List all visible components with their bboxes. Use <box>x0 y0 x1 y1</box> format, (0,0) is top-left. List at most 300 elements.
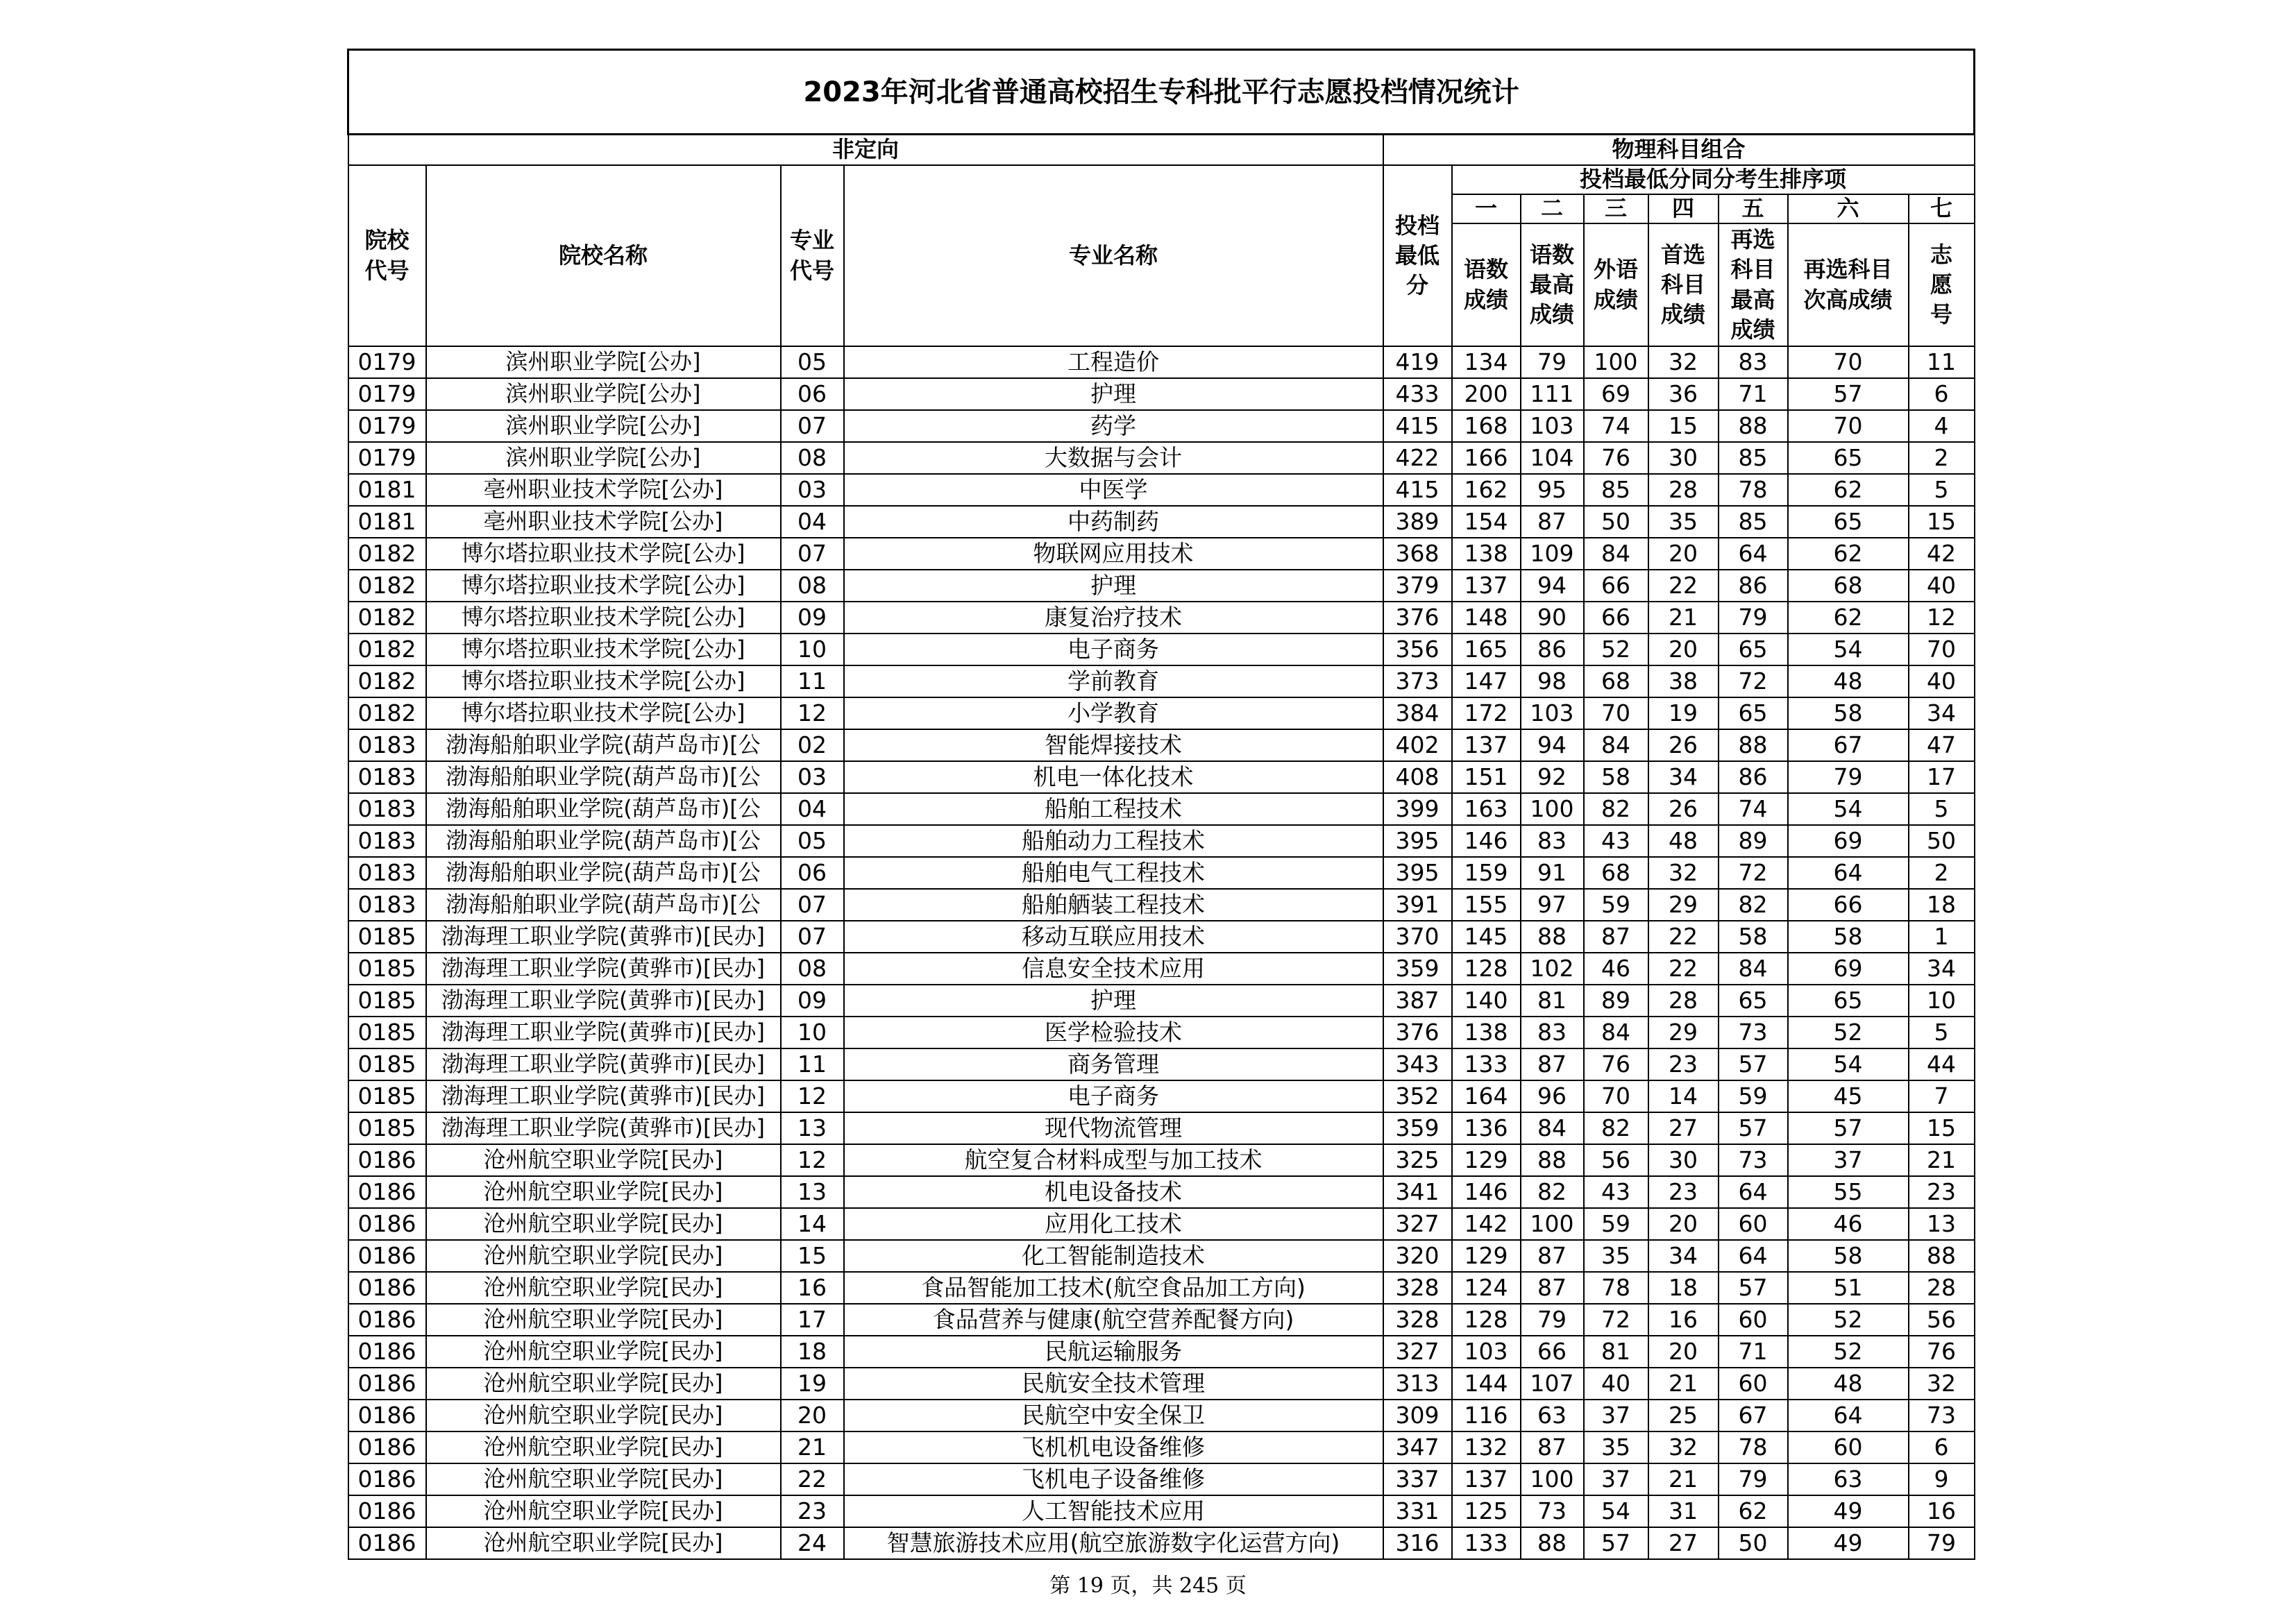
min-score-cell: 327 <box>1383 1336 1452 1368</box>
chinese-math-score-cell: 146 <box>1452 825 1521 857</box>
major-code-header: 专业代号 <box>781 165 844 346</box>
table-row <box>348 1463 1975 1495</box>
reselect-subject-second-cell: 70 <box>1788 346 1909 378</box>
reselect-subject-second-cell: 64 <box>1788 857 1909 889</box>
school-code-cell: 0182 <box>348 665 426 697</box>
preference-number-cell: 15 <box>1909 1112 1975 1144</box>
first-subject-score-cell: 15 <box>1648 410 1719 442</box>
major-code-cell: 07 <box>781 921 844 953</box>
table-row <box>348 889 1975 921</box>
major-code-cell: 12 <box>781 1144 844 1176</box>
chinese-math-max-cell: 66 <box>1521 1336 1584 1368</box>
first-subject-score-cell: 34 <box>1648 1240 1719 1272</box>
preference-number-cell: 21 <box>1909 1144 1975 1176</box>
school-code-cell: 0182 <box>348 570 426 602</box>
foreign-language-score-cell: 84 <box>1584 538 1648 570</box>
school-name-cell: 渤海理工职业学院(黄骅市)[民办] <box>426 921 781 953</box>
school-name-cell: 沧州航空职业学院[民办] <box>426 1208 781 1240</box>
chinese-math-score-cell: 134 <box>1452 346 1521 378</box>
preference-number-cell: 73 <box>1909 1400 1975 1431</box>
chinese-math-score-cell: 162 <box>1452 474 1521 506</box>
school-name-cell: 亳州职业技术学院[公办] <box>426 474 781 506</box>
chinese-math-score-cell: 144 <box>1452 1368 1521 1400</box>
min-score-cell: 408 <box>1383 761 1452 793</box>
tie-number-4: 四 <box>1648 194 1719 223</box>
preference-number-cell: 11 <box>1909 346 1975 378</box>
reselect-subject-second-cell: 49 <box>1788 1495 1909 1527</box>
preference-number-cell: 18 <box>1909 889 1975 921</box>
major-name-cell: 中药制药 <box>844 506 1383 538</box>
min-score-cell: 320 <box>1383 1240 1452 1272</box>
reselect-subject-second-cell: 60 <box>1788 1431 1909 1463</box>
table-row <box>348 1495 1975 1527</box>
table-row <box>348 1048 1975 1080</box>
school-code-cell: 0182 <box>348 538 426 570</box>
school-code-cell: 0179 <box>348 378 426 410</box>
chinese-math-score-cell: 166 <box>1452 442 1521 474</box>
major-code-cell: 18 <box>781 1336 844 1368</box>
major-code-cell: 13 <box>781 1112 844 1144</box>
preference-number-cell: 40 <box>1909 665 1975 697</box>
min-score-cell: 337 <box>1383 1463 1452 1495</box>
reselect-subject-second-cell: 37 <box>1788 1144 1909 1176</box>
school-name-cell: 沧州航空职业学院[民办] <box>426 1176 781 1208</box>
reselect-subject-max-cell: 71 <box>1719 378 1788 410</box>
preference-number-cell: 47 <box>1909 729 1975 761</box>
chinese-math-max-cell: 87 <box>1521 1048 1584 1080</box>
foreign-language-score-cell: 59 <box>1584 1208 1648 1240</box>
chinese-math-score-cell: 137 <box>1452 729 1521 761</box>
reselect-subject-max-cell: 59 <box>1719 1080 1788 1112</box>
major-code-cell: 05 <box>781 825 844 857</box>
major-code-cell: 06 <box>781 857 844 889</box>
chinese-math-max-header: 语数最高成绩 <box>1521 223 1584 346</box>
major-code-cell: 23 <box>781 1495 844 1527</box>
reselect-subject-second-header: 再选科目次高成绩 <box>1788 223 1909 346</box>
min-score-cell: 368 <box>1383 538 1452 570</box>
foreign-language-score-cell: 76 <box>1584 1048 1648 1080</box>
table-row <box>348 1431 1975 1463</box>
chinese-math-score-cell: 147 <box>1452 665 1521 697</box>
chinese-math-score-cell: 129 <box>1452 1240 1521 1272</box>
table-row <box>348 1176 1975 1208</box>
major-name-cell: 护理 <box>844 985 1383 1017</box>
min-score-cell: 331 <box>1383 1495 1452 1527</box>
foreign-language-score-cell: 66 <box>1584 570 1648 602</box>
chinese-math-max-cell: 87 <box>1521 1272 1584 1304</box>
major-name-cell: 电子商务 <box>844 1080 1383 1112</box>
school-code-cell: 0185 <box>348 1112 426 1144</box>
school-code-cell: 0186 <box>348 1368 426 1400</box>
first-subject-score-cell: 30 <box>1648 442 1719 474</box>
chinese-math-score-cell: 129 <box>1452 1144 1521 1176</box>
foreign-language-score-cell: 37 <box>1584 1400 1648 1431</box>
major-name-cell: 移动互联应用技术 <box>844 921 1383 953</box>
major-code-cell: 11 <box>781 1048 844 1080</box>
first-subject-score-cell: 29 <box>1648 889 1719 921</box>
foreign-language-score-header: 外语成绩 <box>1584 223 1648 346</box>
table-row <box>348 570 1975 602</box>
major-name-cell: 智慧旅游技术应用(航空旅游数字化运营方向) <box>844 1527 1383 1559</box>
school-code-cell: 0185 <box>348 1048 426 1080</box>
table-row <box>348 665 1975 697</box>
tie-number-6: 六 <box>1788 194 1909 223</box>
chinese-math-score-cell: 142 <box>1452 1208 1521 1240</box>
chinese-math-max-cell: 103 <box>1521 697 1584 729</box>
chinese-math-score-cell: 172 <box>1452 697 1521 729</box>
reselect-subject-max-cell: 78 <box>1719 474 1788 506</box>
min-score-cell: 325 <box>1383 1144 1452 1176</box>
major-code-cell: 10 <box>781 1017 844 1048</box>
school-code-cell: 0183 <box>348 825 426 857</box>
reselect-subject-second-cell: 57 <box>1788 378 1909 410</box>
first-subject-score-cell: 26 <box>1648 729 1719 761</box>
foreign-language-score-cell: 81 <box>1584 1336 1648 1368</box>
preference-number-cell: 50 <box>1909 825 1975 857</box>
table-body <box>348 346 1975 1559</box>
table-row <box>348 474 1975 506</box>
school-code-cell: 0186 <box>348 1495 426 1527</box>
school-name-cell: 滨州职业学院[公办] <box>426 410 781 442</box>
first-subject-score-cell: 22 <box>1648 953 1719 985</box>
first-subject-score-cell: 21 <box>1648 602 1719 634</box>
major-name-cell: 民航运输服务 <box>844 1336 1383 1368</box>
min-score-cell: 376 <box>1383 1017 1452 1048</box>
reselect-subject-max-cell: 64 <box>1719 538 1788 570</box>
preference-number-cell: 40 <box>1909 570 1975 602</box>
chinese-math-score-cell: 133 <box>1452 1527 1521 1559</box>
foreign-language-score-cell: 84 <box>1584 729 1648 761</box>
reselect-subject-second-cell: 69 <box>1788 825 1909 857</box>
first-subject-score-cell: 32 <box>1648 346 1719 378</box>
chinese-math-max-cell: 91 <box>1521 857 1584 889</box>
chinese-math-score-cell: 138 <box>1452 1017 1521 1048</box>
reselect-subject-max-cell: 88 <box>1719 410 1788 442</box>
min-score-cell: 328 <box>1383 1304 1452 1336</box>
reselect-subject-max-cell: 83 <box>1719 346 1788 378</box>
table-row <box>348 1208 1975 1240</box>
chinese-math-score-cell: 154 <box>1452 506 1521 538</box>
reselect-subject-max-cell: 65 <box>1719 985 1788 1017</box>
major-name-cell: 医学检验技术 <box>844 1017 1383 1048</box>
chinese-math-max-cell: 100 <box>1521 1463 1584 1495</box>
foreign-language-score-cell: 70 <box>1584 697 1648 729</box>
school-name-cell: 滨州职业学院[公办] <box>426 442 781 474</box>
table-row <box>348 1017 1975 1048</box>
chinese-math-max-cell: 83 <box>1521 825 1584 857</box>
reselect-subject-second-cell: 54 <box>1788 634 1909 665</box>
major-name-cell: 护理 <box>844 570 1383 602</box>
tie-break-group-header: 投档最低分同分考生排序项 <box>1452 165 1975 194</box>
chinese-math-max-cell: 79 <box>1521 1304 1584 1336</box>
foreign-language-score-cell: 46 <box>1584 953 1648 985</box>
major-code-cell: 05 <box>781 346 844 378</box>
major-name-cell: 信息安全技术应用 <box>844 953 1383 985</box>
reselect-subject-second-cell: 65 <box>1788 442 1909 474</box>
reselect-subject-second-cell: 65 <box>1788 985 1909 1017</box>
major-name-cell: 学前教育 <box>844 665 1383 697</box>
tie-number-5: 五 <box>1719 194 1788 223</box>
reselect-subject-max-cell: 58 <box>1719 921 1788 953</box>
school-name-cell: 沧州航空职业学院[民办] <box>426 1240 781 1272</box>
min-score-cell: 387 <box>1383 985 1452 1017</box>
reselect-subject-max-cell: 50 <box>1719 1527 1788 1559</box>
school-name-cell: 博尔塔拉职业技术学院[公办] <box>426 602 781 634</box>
major-name-cell: 大数据与会计 <box>844 442 1383 474</box>
tie-number-1: 一 <box>1452 194 1521 223</box>
reselect-subject-max-cell: 85 <box>1719 506 1788 538</box>
major-name-cell: 商务管理 <box>844 1048 1383 1080</box>
chinese-math-max-cell: 94 <box>1521 570 1584 602</box>
reselect-subject-max-cell: 88 <box>1719 729 1788 761</box>
first-subject-score-cell: 23 <box>1648 1176 1719 1208</box>
table-row <box>348 985 1975 1017</box>
preference-number-cell: 10 <box>1909 985 1975 1017</box>
reselect-subject-max-cell: 71 <box>1719 1336 1788 1368</box>
reselect-subject-max-cell: 73 <box>1719 1017 1788 1048</box>
reselect-subject-max-cell: 79 <box>1719 602 1788 634</box>
reselect-subject-max-cell: 86 <box>1719 761 1788 793</box>
table-row <box>348 378 1975 410</box>
school-code-cell: 0186 <box>348 1527 426 1559</box>
foreign-language-score-cell: 100 <box>1584 346 1648 378</box>
preference-number-cell: 79 <box>1909 1527 1975 1559</box>
preference-number-cell: 5 <box>1909 474 1975 506</box>
chinese-math-score-cell: 103 <box>1452 1336 1521 1368</box>
first-subject-score-cell: 30 <box>1648 1144 1719 1176</box>
major-code-cell: 13 <box>781 1176 844 1208</box>
min-score-cell: 359 <box>1383 953 1452 985</box>
reselect-subject-max-cell: 57 <box>1719 1048 1788 1080</box>
major-name-cell: 工程造价 <box>844 346 1383 378</box>
chinese-math-score-cell: 136 <box>1452 1112 1521 1144</box>
school-name-cell: 渤海船舶职业学院(葫芦岛市)[公 <box>426 857 781 889</box>
first-subject-score-cell: 19 <box>1648 697 1719 729</box>
chinese-math-score-cell: 128 <box>1452 953 1521 985</box>
preference-number-cell: 44 <box>1909 1048 1975 1080</box>
school-name-cell: 沧州航空职业学院[民办] <box>426 1463 781 1495</box>
min-score-cell: 309 <box>1383 1400 1452 1431</box>
school-name-cell: 亳州职业技术学院[公办] <box>426 506 781 538</box>
reselect-subject-max-cell: 85 <box>1719 442 1788 474</box>
chinese-math-max-cell: 79 <box>1521 346 1584 378</box>
first-subject-score-cell: 21 <box>1648 1368 1719 1400</box>
chinese-math-max-cell: 63 <box>1521 1400 1584 1431</box>
table-row <box>348 697 1975 729</box>
table-row <box>348 1368 1975 1400</box>
reselect-subject-second-cell: 52 <box>1788 1336 1909 1368</box>
chinese-math-max-cell: 92 <box>1521 761 1584 793</box>
major-name-cell: 人工智能技术应用 <box>844 1495 1383 1527</box>
preference-number-cell: 32 <box>1909 1368 1975 1400</box>
chinese-math-max-cell: 109 <box>1521 538 1584 570</box>
major-name-cell: 物联网应用技术 <box>844 538 1383 570</box>
preference-number-cell: 2 <box>1909 857 1975 889</box>
physics-combination-header: 物理科目组合 <box>1383 135 1975 166</box>
major-code-cell: 24 <box>781 1527 844 1559</box>
chinese-math-max-cell: 103 <box>1521 410 1584 442</box>
min-score-cell: 391 <box>1383 889 1452 921</box>
reselect-subject-max-cell: 60 <box>1719 1208 1788 1240</box>
school-code-cell: 0183 <box>348 857 426 889</box>
min-score-cell: 341 <box>1383 1176 1452 1208</box>
table-row <box>348 1400 1975 1431</box>
preference-number-cell: 6 <box>1909 378 1975 410</box>
foreign-language-score-cell: 37 <box>1584 1463 1648 1495</box>
table-row <box>348 1304 1975 1336</box>
first-subject-score-cell: 38 <box>1648 665 1719 697</box>
school-code-cell: 0183 <box>348 793 426 825</box>
chinese-math-score-cell: 133 <box>1452 1048 1521 1080</box>
chinese-math-max-cell: 111 <box>1521 378 1584 410</box>
reselect-subject-second-cell: 62 <box>1788 474 1909 506</box>
school-name-cell: 渤海船舶职业学院(葫芦岛市)[公 <box>426 761 781 793</box>
reselect-subject-max-cell: 60 <box>1719 1304 1788 1336</box>
min-score-cell: 373 <box>1383 665 1452 697</box>
major-code-cell: 08 <box>781 953 844 985</box>
chinese-math-score-cell: 137 <box>1452 570 1521 602</box>
first-subject-score-cell: 28 <box>1648 474 1719 506</box>
chinese-math-max-cell: 107 <box>1521 1368 1584 1400</box>
foreign-language-score-cell: 57 <box>1584 1527 1648 1559</box>
major-name-cell: 智能焊接技术 <box>844 729 1383 761</box>
major-code-cell: 08 <box>781 442 844 474</box>
min-score-cell: 316 <box>1383 1527 1452 1559</box>
tie-number-3: 三 <box>1584 194 1648 223</box>
school-name-cell: 渤海理工职业学院(黄骅市)[民办] <box>426 953 781 985</box>
chinese-math-score-cell: 116 <box>1452 1400 1521 1431</box>
major-code-cell: 19 <box>781 1368 844 1400</box>
reselect-subject-second-cell: 62 <box>1788 602 1909 634</box>
major-code-cell: 20 <box>781 1400 844 1431</box>
school-name-cell: 博尔塔拉职业技术学院[公办] <box>426 570 781 602</box>
reselect-subject-second-cell: 57 <box>1788 1112 1909 1144</box>
chinese-math-max-cell: 84 <box>1521 1112 1584 1144</box>
min-score-cell: 419 <box>1383 346 1452 378</box>
chinese-math-score-header: 语数成绩 <box>1452 223 1521 346</box>
school-code-cell: 0179 <box>348 346 426 378</box>
reselect-subject-max-cell: 67 <box>1719 1400 1788 1431</box>
chinese-math-score-cell: 155 <box>1452 889 1521 921</box>
non-directed-section-header: 非定向 <box>348 135 1383 166</box>
table-row <box>348 1112 1975 1144</box>
major-code-cell: 03 <box>781 761 844 793</box>
chinese-math-score-cell: 145 <box>1452 921 1521 953</box>
reselect-subject-max-cell: 73 <box>1719 1144 1788 1176</box>
chinese-math-score-cell: 164 <box>1452 1080 1521 1112</box>
first-subject-score-cell: 25 <box>1648 1400 1719 1431</box>
school-name-cell: 渤海船舶职业学院(葫芦岛市)[公 <box>426 825 781 857</box>
school-code-cell: 0186 <box>348 1272 426 1304</box>
chinese-math-max-cell: 88 <box>1521 1527 1584 1559</box>
reselect-subject-max-cell: 65 <box>1719 634 1788 665</box>
preference-number-cell: 5 <box>1909 793 1975 825</box>
school-name-cell: 沧州航空职业学院[民办] <box>426 1368 781 1400</box>
chinese-math-max-cell: 87 <box>1521 1431 1584 1463</box>
chinese-math-score-cell: 125 <box>1452 1495 1521 1527</box>
foreign-language-score-cell: 35 <box>1584 1431 1648 1463</box>
reselect-subject-second-cell: 62 <box>1788 538 1909 570</box>
school-name-cell: 沧州航空职业学院[民办] <box>426 1144 781 1176</box>
foreign-language-score-cell: 69 <box>1584 378 1648 410</box>
min-score-cell: 347 <box>1383 1431 1452 1463</box>
min-score-cell: 433 <box>1383 378 1452 410</box>
major-name-cell: 船舶动力工程技术 <box>844 825 1383 857</box>
major-code-cell: 07 <box>781 410 844 442</box>
school-code-cell: 0182 <box>348 634 426 665</box>
preference-number-cell: 17 <box>1909 761 1975 793</box>
school-code-cell: 0183 <box>348 761 426 793</box>
major-code-cell: 08 <box>781 570 844 602</box>
first-subject-score-cell: 14 <box>1648 1080 1719 1112</box>
page-number-text: 第 19 页，共 245 页 <box>1049 1574 1247 1598</box>
first-subject-score-cell: 31 <box>1648 1495 1719 1527</box>
preference-number-cell: 56 <box>1909 1304 1975 1336</box>
foreign-language-score-cell: 43 <box>1584 1176 1648 1208</box>
first-subject-score-cell: 22 <box>1648 921 1719 953</box>
preference-number-cell: 76 <box>1909 1336 1975 1368</box>
table-row <box>348 1527 1975 1559</box>
foreign-language-score-cell: 76 <box>1584 442 1648 474</box>
first-subject-score-cell: 32 <box>1648 1431 1719 1463</box>
foreign-language-score-cell: 82 <box>1584 793 1648 825</box>
major-code-cell: 14 <box>781 1208 844 1240</box>
school-name-cell: 沧州航空职业学院[民办] <box>426 1272 781 1304</box>
major-code-cell: 02 <box>781 729 844 761</box>
reselect-subject-second-cell: 65 <box>1788 506 1909 538</box>
reselect-subject-max-cell: 64 <box>1719 1240 1788 1272</box>
major-code-cell: 11 <box>781 665 844 697</box>
major-name-cell: 飞机机电设备维修 <box>844 1431 1383 1463</box>
first-subject-score-cell: 20 <box>1648 538 1719 570</box>
major-name-cell: 船舶舾装工程技术 <box>844 889 1383 921</box>
foreign-language-score-cell: 84 <box>1584 1017 1648 1048</box>
school-name-cell: 渤海船舶职业学院(葫芦岛市)[公 <box>426 793 781 825</box>
first-subject-score-cell: 20 <box>1648 1208 1719 1240</box>
foreign-language-score-cell: 43 <box>1584 825 1648 857</box>
school-code-cell: 0179 <box>348 410 426 442</box>
school-name-cell: 渤海理工职业学院(黄骅市)[民办] <box>426 985 781 1017</box>
major-code-cell: 21 <box>781 1431 844 1463</box>
preference-number-header: 志愿号 <box>1909 223 1975 346</box>
major-name-cell: 食品智能加工技术(航空食品加工方向) <box>844 1272 1383 1304</box>
min-score-cell: 415 <box>1383 410 1452 442</box>
preference-number-cell: 5 <box>1909 1017 1975 1048</box>
major-code-cell: 07 <box>781 889 844 921</box>
major-name-cell: 护理 <box>844 378 1383 410</box>
major-code-cell: 12 <box>781 697 844 729</box>
major-name-cell: 飞机电子设备维修 <box>844 1463 1383 1495</box>
min-score-cell: 356 <box>1383 634 1452 665</box>
first-subject-score-cell: 26 <box>1648 793 1719 825</box>
reselect-subject-second-cell: 46 <box>1788 1208 1909 1240</box>
school-code-cell: 0185 <box>348 921 426 953</box>
reselect-subject-second-cell: 54 <box>1788 793 1909 825</box>
reselect-subject-second-cell: 58 <box>1788 921 1909 953</box>
reselect-subject-second-cell: 49 <box>1788 1527 1909 1559</box>
school-code-cell: 0185 <box>348 985 426 1017</box>
foreign-language-score-cell: 52 <box>1584 634 1648 665</box>
school-name-cell: 博尔塔拉职业技术学院[公办] <box>426 665 781 697</box>
chinese-math-max-cell: 100 <box>1521 793 1584 825</box>
foreign-language-score-cell: 72 <box>1584 1304 1648 1336</box>
foreign-language-score-cell: 50 <box>1584 506 1648 538</box>
chinese-math-score-cell: 140 <box>1452 985 1521 1017</box>
min-score-cell: 343 <box>1383 1048 1452 1080</box>
reselect-subject-second-cell: 58 <box>1788 1240 1909 1272</box>
reselect-subject-second-cell: 70 <box>1788 410 1909 442</box>
preference-number-cell: 7 <box>1909 1080 1975 1112</box>
